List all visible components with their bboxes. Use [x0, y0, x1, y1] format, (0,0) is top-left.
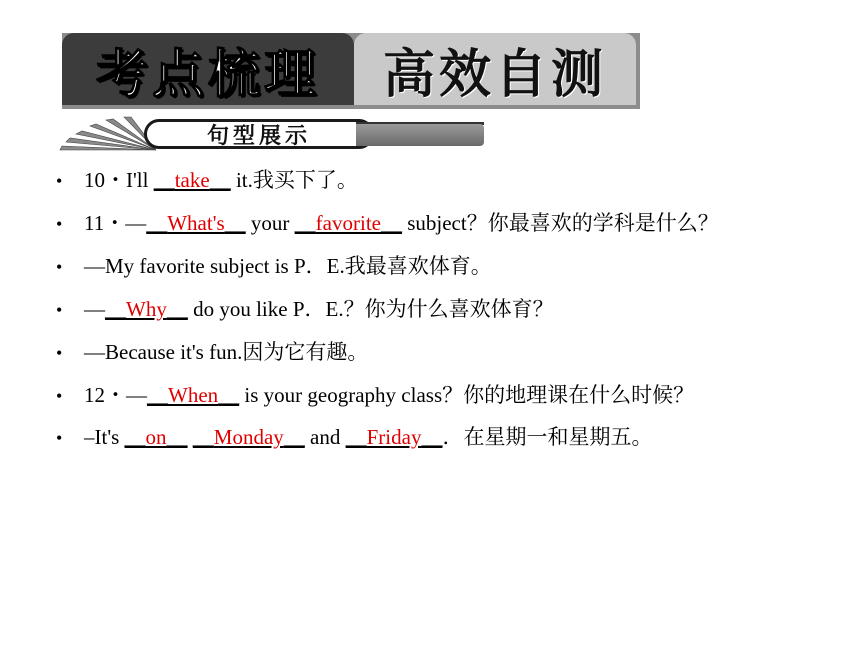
list-item — [56, 423, 652, 451]
line-text: ．在星期一和星期五。 — [442, 425, 653, 449]
blank: __ — [124, 425, 146, 449]
tab-left-label: 考点梳理 — [95, 44, 320, 105]
line-text: –It's — [84, 425, 125, 449]
line-text: your — [245, 211, 295, 235]
blank: __ — [166, 297, 188, 321]
blank: __ — [153, 168, 175, 192]
line-text: subject？你最喜欢的学科是什么？ — [401, 211, 719, 235]
blank: __ — [283, 425, 305, 449]
line-text: —Because it's fun.因为它有趣。 — [84, 340, 369, 364]
blank: __ — [105, 297, 126, 321]
line-text: it.我买下了。 — [230, 168, 358, 192]
bullet: • — [56, 428, 63, 448]
answer: Why — [126, 297, 167, 321]
answer: What's — [167, 211, 225, 235]
blank: __ — [380, 211, 402, 235]
list-item — [56, 209, 719, 237]
section-bar — [356, 124, 484, 146]
list-item — [56, 338, 368, 366]
answer: Monday — [213, 425, 284, 449]
line-text: and — [304, 425, 346, 449]
section-title: 句型展示 — [206, 123, 311, 149]
line-text: 11・— — [84, 211, 147, 235]
bullet: • — [56, 343, 63, 363]
line-text: is your geography class？你的地理课在什么时候？ — [239, 383, 695, 407]
blank: __ — [421, 425, 443, 449]
blank: __ — [146, 211, 168, 235]
blank: __ — [218, 383, 240, 407]
answer: on — [145, 425, 167, 449]
tab-gaoxiao-zice[interactable] — [354, 33, 636, 105]
answer: favorite — [315, 211, 381, 235]
blank: __ — [147, 383, 168, 407]
list-item — [56, 166, 358, 194]
blank: __ — [224, 211, 246, 235]
list-item — [56, 381, 694, 409]
line-text: do you like P．E.？你为什么喜欢体育？ — [187, 297, 554, 321]
bullet: • — [56, 386, 63, 406]
bullet: • — [56, 257, 63, 277]
blank: __ — [294, 211, 316, 235]
line-text: — — [84, 297, 105, 321]
blank: __ — [166, 425, 188, 449]
blank: __ — [192, 425, 214, 449]
answer: take — [174, 168, 210, 192]
line-text: 12・— — [84, 383, 147, 407]
tab-right-label: 高效自测 — [382, 44, 607, 105]
list-item — [56, 295, 554, 323]
blank: __ — [345, 425, 367, 449]
tab-kaodian-shuli[interactable] — [62, 33, 354, 105]
bullet: • — [56, 300, 63, 320]
line-text: 10・I'll — [84, 168, 154, 192]
header-banner — [62, 33, 640, 109]
section-heading — [56, 116, 428, 156]
answer: When — [168, 383, 219, 407]
line-text: —My favorite subject is P．E.我最喜欢体育。 — [84, 254, 492, 278]
bullet: • — [56, 171, 63, 191]
answer: Friday — [366, 425, 422, 449]
bullet: • — [56, 214, 63, 234]
section-title-pill — [144, 119, 374, 149]
blank: __ — [209, 168, 231, 192]
list-item — [56, 252, 492, 280]
